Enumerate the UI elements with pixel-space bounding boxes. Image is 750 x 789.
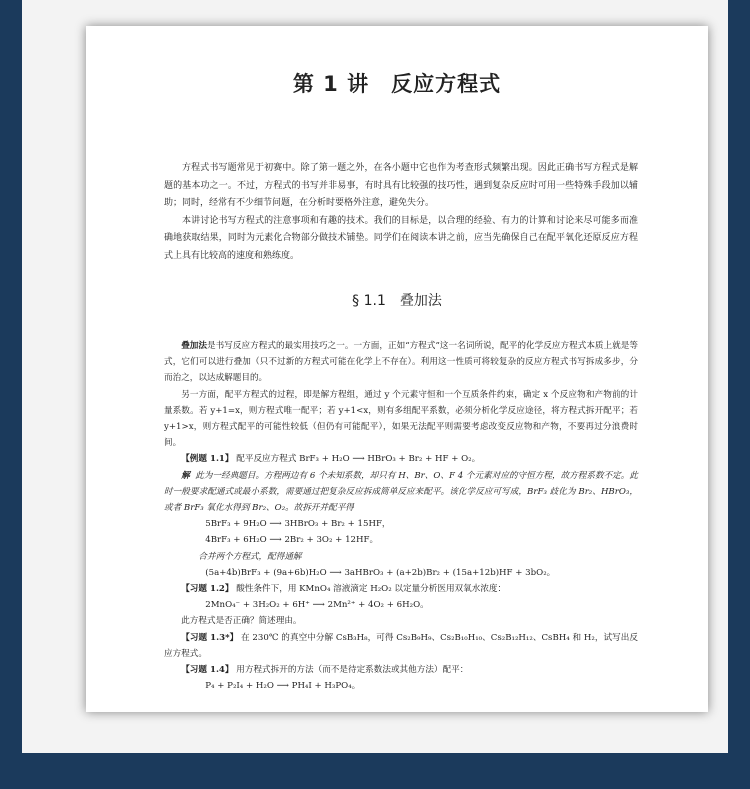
exercise-1-3-label: 【习题 1.3*】 bbox=[181, 632, 239, 643]
solution-text: 此为一经典题目。方程两边有 6 个未知系数，却只有 H、Br、O、F 4 个元素对应的守恒方程，故方程系数不定。此时一般要求配通式或最小系数，需要通过把复杂反应拆成简单反应来配平。该化学反应可写成，BrF₃ 歧化为 Br₂、HBrO₃，或者 BrF₃ 氧化水得到 Br₂、O₂。故拆开并配平得 bbox=[164, 470, 638, 514]
exercise-1-3-text: 在 230℃ 的真空中分解 CsB₃H₈，可得 Cs₂B₉H₉、Cs₂B₁₀H₁₀、Cs₂B₁₂H₁₂、CsBH₄ 和 H₂，试写出反应方程式。 bbox=[164, 632, 639, 659]
intro-paragraph-1: 方程式书写题常见于初赛中。除了第一题之外，在各小题中它也作为考查形式频繁出现。因此正确书写方程式是解题的基本功之一。不过，方程式的书写并非易事，有时具有比较强的技巧性，遇到复杂反应时可用一些特殊手段加以辅助；同时，经常有不少细节问题，在分析时要格外注意，避免失分。 bbox=[164, 163, 638, 208]
section-paragraph-2: 另一方面，配平方程式的过程，即是解方程组，通过 y 个元素守恒和一个互质条件约束，确定 x 个反应物和产物前的计量系数。若 y+1=x，则方程式唯一配平；若 y+1<x，则有多组配平系数，必须分析化学反应途径，将方程式拆开配平；若 y+1>x，则方程式配平的可能性较低（但仍有可能配平），如果无法配平则需要考虑改变反应物和产物，不要再过分浪费时间。 bbox=[164, 389, 638, 449]
exercise-1-2-question: 此方程式是否正确？简述理由。 bbox=[181, 616, 302, 627]
solution-label: 解 bbox=[181, 470, 190, 481]
equation-4: 2MnO₄⁻ + 3H₂O₂ + 6H⁺ ⟶ 2Mn²⁺ + 4O₂ + 6H₂O。 bbox=[205, 600, 429, 611]
exercise-1-2-text: 酸性条件下，用 KMnO₄ 溶液滴定 H₂O₂ 以定量分析医用双氧水浓度： bbox=[236, 584, 507, 595]
equation-1: 5BrF₃ + 9H₂O ⟶ 3HBrO₃ + Br₂ + 15HF， bbox=[205, 519, 391, 530]
exercise-1-4 bbox=[164, 662, 638, 678]
exercise-1-2 bbox=[164, 581, 638, 597]
combine-line: 合并两个方程式，配得通解 bbox=[198, 551, 302, 562]
equation-3: (5a+4b)BrF₃ + (9a+6b)H₂O ⟶ 3aHBrO₃ + (a+2b)Br₂ + (15a+12b)HF + 3bO₂。 bbox=[205, 567, 556, 578]
page-title: 第 1 讲 反应方程式 bbox=[292, 72, 502, 96]
equation-5: P₄ + P₂I₄ + H₂O ⟶ PH₄I + H₃PO₄。 bbox=[205, 681, 361, 692]
example-1-1 bbox=[164, 451, 638, 467]
section-heading: § 1.1 叠加法 bbox=[352, 293, 442, 309]
example-1-1-label: 【例题 1.1】 bbox=[181, 454, 234, 465]
section-body bbox=[164, 338, 638, 694]
example-1-1-text: 配平反应方程式 BrF₃ + H₂O ⟶ HBrO₃ + Br₂ + HF + O₂。 bbox=[236, 454, 481, 465]
page-frame bbox=[22, 0, 728, 753]
section-paragraph-1 bbox=[164, 338, 638, 387]
solution bbox=[164, 468, 638, 517]
equation-2: 4BrF₃ + 6H₂O ⟶ 2Br₂ + 3O₂ + 12HF。 bbox=[205, 535, 379, 546]
exercise-1-4-label: 【习题 1.4】 bbox=[181, 665, 234, 676]
intro-paragraph-2: 本讲讨论书写方程式的注意事项和有趣的技术。我们的目标是，以合理的经验、有力的计算和讨论来尽可能多而准确地获取结果，同时为元素化合物部分做技术铺垫。同学们在阅读本讲之前，应当先确保自己在配平氧化还原反应方程式上具有比较高的速度和熟练度。 bbox=[164, 215, 638, 261]
intro-block bbox=[164, 160, 638, 265]
exercise-1-2-label: 【习题 1.2】 bbox=[181, 584, 234, 595]
exercise-1-4-text: 用方程式拆开的方法（而不是待定系数法或其他方法）配平： bbox=[236, 665, 469, 676]
section-paragraph-1-text: 是书写反应方程式的最实用技巧之一。一方面，正如“方程式”这一名词所说，配平的化学反应方程式本质上就是等式，它们可以进行叠加（只不过新的方程式可能在化学上不存在）。利用这一性质可将较复杂的反应方程式书写拆成多步，分而治之，以达成解题目的。 bbox=[164, 341, 638, 384]
term-superposition: 叠加法 bbox=[181, 341, 208, 351]
document-page bbox=[86, 26, 708, 712]
exercise-1-3 bbox=[164, 630, 638, 662]
